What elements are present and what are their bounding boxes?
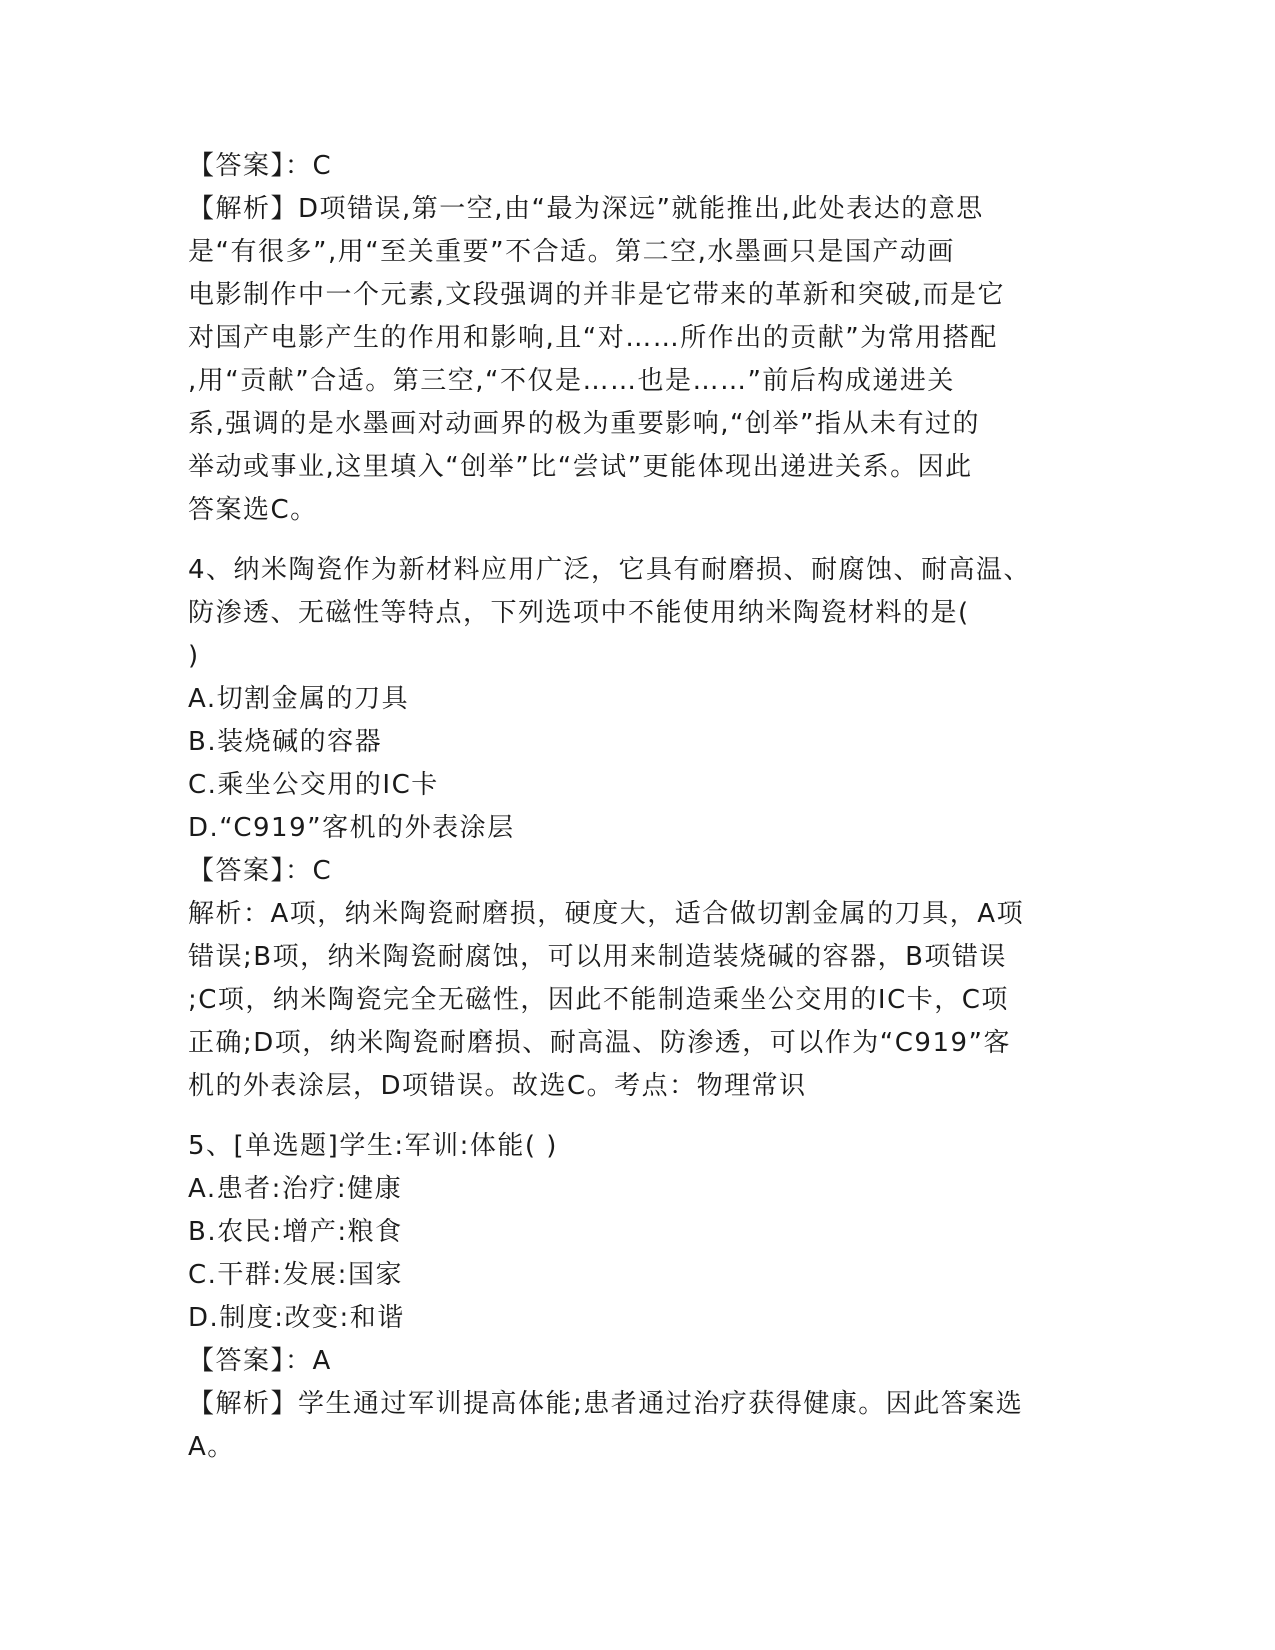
answer-line: 【答案】：A [188,1346,332,1376]
answer-line: 【答案】：C [188,151,333,181]
question-stem-line: 防渗透、无磁性等特点，下列选项中不能使用纳米陶瓷材料的是( [188,598,970,628]
explanation-line: 答案选C。 [188,495,318,525]
block-spacer [188,1108,1083,1125]
option-c: C.乘坐公交用的IC卡 [188,770,439,800]
option-d: D.“C919”客机的外表涂层 [188,813,515,843]
answer-line: 【答案】：C [188,856,333,886]
option-a: A.切割金属的刀具 [188,684,410,714]
explanation-line: ;C项，纳米陶瓷完全无磁性，因此不能制造乘坐公交用的IC卡，C项 [188,985,1009,1015]
question-3-tail [188,145,1083,532]
explanation-line: 系,强调的是水墨画对动画界的极为重要影响,“创举”指从未有过的 [188,409,980,439]
explanation-line: 解析：A项，纳米陶瓷耐磨损，硬度大，适合做切割金属的刀具，A项 [188,899,1025,929]
explanation-line: A。 [188,1432,235,1462]
explanation-line: 电影制作中一个元素,文段强调的并非是它带来的革新和突破,而是它 [188,280,1006,310]
question-stem-line: 5、[单选题]学生:军训:体能( ) [188,1131,558,1161]
option-c: C.干群:发展:国家 [188,1260,403,1290]
explanation-line: 是“有很多”,用“至关重要”不合适。第二空,水墨画只是国产动画 [188,237,955,267]
explanation-line: 【解析】学生通过军训提高体能;患者通过治疗获得健康。因此答案选 [188,1389,1024,1419]
question-5 [188,1125,1083,1469]
explanation-line: 对国产电影产生的作用和影响,且“对……所作出的贡献”为常用搭配 [188,323,998,353]
explanation-line: 举动或事业,这里填入“创举”比“尝试”更能体现出递进关系。因此 [188,452,973,482]
option-a: A.患者:治疗:健康 [188,1174,403,1204]
block-spacer [188,532,1083,549]
document-content [188,145,1083,1469]
explanation-line: 错误;B项，纳米陶瓷耐腐蚀，可以用来制造装烧碱的容器，B项错误 [188,942,1007,972]
question-4 [188,549,1083,1108]
explanation-line: 正确;D项，纳米陶瓷耐磨损、耐高温、防渗透，可以作为“C919”客 [188,1028,1012,1058]
question-stem-line: 4、纳米陶瓷作为新材料应用广泛，它具有耐磨损、耐腐蚀、耐高温、 [188,555,1032,585]
explanation-line: ,用“贡献”合适。第三空,“不仅是……也是……”前后构成递进关 [188,366,955,396]
explanation-line: 【解析】D项错误,第一空,由“最为深远”就能推出,此处表达的意思 [188,194,984,224]
option-d: D.制度:改变:和谐 [188,1303,405,1333]
option-b: B.农民:增产:粮食 [188,1217,403,1247]
explanation-line: 机的外表涂层，D项错误。故选C。考点：物理常识 [188,1071,807,1101]
option-b: B.装烧碱的容器 [188,727,383,757]
question-stem-line: ) [188,641,200,671]
